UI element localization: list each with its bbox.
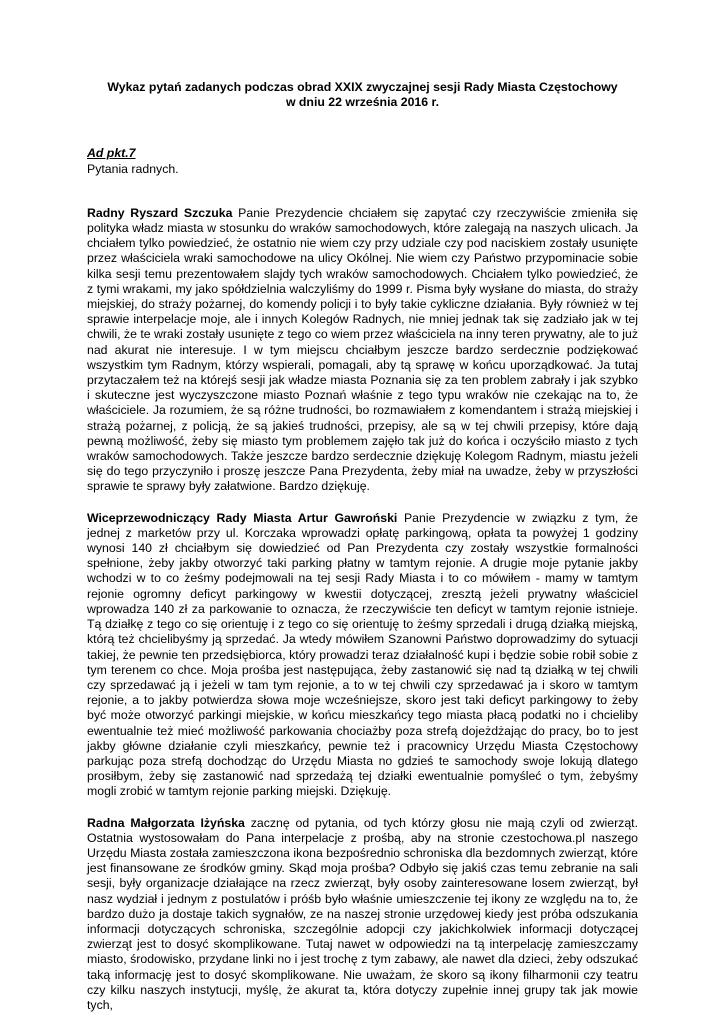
paragraph-szczuka (87, 206, 638, 495)
speaker-name: Wiceprzewodniczący Rady Miasta Artur Gawroński (87, 510, 398, 525)
paragraph-text: zacznę od pytania, od tych którzy głosu nie mają czyli od zwierząt. Ostatnia wystosowałam do Pana interpelacje z prośbą, aby na stronie czestochowa.pl naszego Urzędu Miasta została zamieszczona ikona bezpośrednio schroniska dla bezdomnych zwierząt, które jest finansowane ze środków gminy. Skąd moja prośba? Odbyło się jakiś czas temu zebranie na sali sesji, były organizacje działające na rzecz zwierząt, były osoby zainteresowane losem zwierząt, był nasz wydział i jednym z postulatów i próśb było właśnie umieszczenie tej ikony ze względu na to, że bardzo dużo ja dostaje takich sygnałów, ze na naszej stronie urzędowej kiedy jest próba odszukania informacji dotyczących schroniska, szczególnie adopcji czy jakichkolwiek informacji dotyczącej zwierząt jest to dosyć skomplikowane. Tutaj nawet w odpowiedzi na tą interpelację zamieszczamy miasto, środowisko, przydane linki no i jest trochę z tym zabawy, ale nawet dla dzieci, żeby odszukać taką informację jest to dosyć skomplikowane. Nie uważam, że skoro są ikony filharmonii czy teatru czy kilku naszych instytucji, myślę, że akurat ta, która dotyczy zupełnie innej grupy tak jak mowie tych, (87, 815, 639, 1012)
speaker-name: Radna Małgorzata Iżyńska (87, 815, 245, 830)
title-line-2: w dniu 22 września 2016 r. (285, 95, 440, 110)
title-line-1: Wykaz pytań zadanych podczas obrad XXIX zwyczajnej sesji Rady Miasta Częstochowy (107, 80, 618, 94)
paragraph-text: Panie Prezydencie w związku z tym, że jednej z marketów przy ul. Korczaka wprowadzi opłatę parkingową, opłata ta powyżej 1 godziny wynosi 140 zł chciałbym się dowiedzieć od Pan Prezydenta czy zostały wszystkie formalności spełnione, żeby jakby otworzyć taki parking płatny w tamtym rejonie. A drugie moje pytanie jakby wchodzi w to co żeśmy podejmowali na tej sesji Rady Miasta i to co mówiłem - mamy w tamtym rejonie ogromny deficyt parkingowy w kwestii dotyczącej, zresztą jeżeli prywatny właściciel wprowadza 140 zł za parkowanie to oznacza, że rzeczywiście ten deficyt w tamtym rejonie istnieje. Tą działkę z tego co się orientuję i z tego co się orientuję to żeśmy sprzedali i drugą działką miejską, którą też chcielibyśmy ją sprzedać. Ja wtedy mówiłem Szanowni Państwo doprowadzimy do sytuacji takiej, że pewnie ten przedsiębiorca, który prowadzi teraz działalność kupi i będzie sobie robił sobie z tym terenem co chce. Moja prośba jest następująca, żeby zastanowić się nad tą działką w tej chwili czy sprzedawać ją i jeżeli w tam tym rejonie, a to w tej chwili czy sprzedawać ja i skoro w tamtym rejonie, a to jakby potwierdza słowa moje wcześniejsze, skoro jest taki deficyt parkingowy to żeby być może otworzyć parkingi miejskie, w końcu mieszkańcy tego miasta płacą podatki no i chcieliby ewentualnie też mieć możliwość parkowania chociażby poza strefą dojeżdżając do pracy, bo to jest jakby główne działanie czyli mieszkańcy, pewnie też i pracownicy Urzędu Miasta Częstochowy parkując poza strefą dochodząc do Urzędu Miasta no gdzieś te samochody swoje lokują dlatego prosiłbym, żeby się zastanowić nad sprzedażą tej działki ewentualnie pomyśleć o tym, żebyśmy mogli zrobić w tamtym rejonie parking miejski. Dziękuję. (87, 510, 638, 799)
document-page (87, 80, 638, 1025)
agenda-item: Ad pkt.7 (87, 146, 136, 161)
agenda-title: Pytania radnych. (87, 161, 179, 176)
speaker-name: Radny Ryszard Szczuka (87, 205, 233, 220)
paragraph-izynska (87, 816, 638, 1014)
agenda-section (87, 146, 638, 176)
paragraph-text: Panie Prezydencie chciałem się zapytać czy rzeczywiście zmieniła się polityka władz miasta w stosunku do wraków samochodowych, które zalegają na naszych ulicach. Ja chciałem tylko powiedzieć, że ostatnio nie wiem czy przy udziale czy pod naciskiem zostały usunięte przez właściciela wraki samochodowe na ulicy Okólnej. Nie wiem czy Państwo przypominacie sobie kilka sesji temu prezentowałem slajdy tych wraków samochodowych. Chciałem tylko powiedzieć, że z tymi wrakami, my jako spółdzielnia walczyliśmy do 1999 r. Pisma były wysłane do miasta, do straży miejskiej, do straży pożarnej, do komendy policji i to były takie cykliczne działania. Były również w tej sprawie interpelacje moje, ale i innych Kolegów Radnych, nie mniej jednak tak się zadziało jak w tej chwili, że te wraki zostały usunięte z tego co wiem przez właściciela na inny teren prywatny, ale to już nad akurat nie interesuje. I w tym miejscu chciałbym jeszcze bardzo serdecznie podziękować wszystkim tym Radnym, którzy wspierali, pomagali, aby tą sprawę w końcu uporządkować. Ja tutaj przytaczałem też na którejś sesji jak władze miasta Poznania się za ten problem zabrały i jak szybko i skuteczne jest wyczyszczone miasto Poznań właśnie z tego typu wraków nie czekając na to, że właściciele. Ja rozumiem, że są różne trudności, bo rozmawiałem z komendantem i strażą miejskiej i strażą pożarnej, z policją, że są jakieś trudności, przepisy, ale są w tej chwili przepisy, które dają pewną możliwość, żeby się miasto tym problemem zajęło tak już do końca i oczyściło miasto z tych wraków samochodowych. Także jeszcze bardzo serdecznie dziękuję Kolegom Radnym, miastu jeżeli się do tego przyczyniło i proszę jeszcze Pana Prezydenta, żeby miał na uwadze, żeby w przyszłości sprawie te sprawy były załatwione. Bardzo dziękuję. (87, 205, 638, 494)
document-title (87, 80, 638, 110)
paragraph-gawronski (87, 511, 638, 800)
